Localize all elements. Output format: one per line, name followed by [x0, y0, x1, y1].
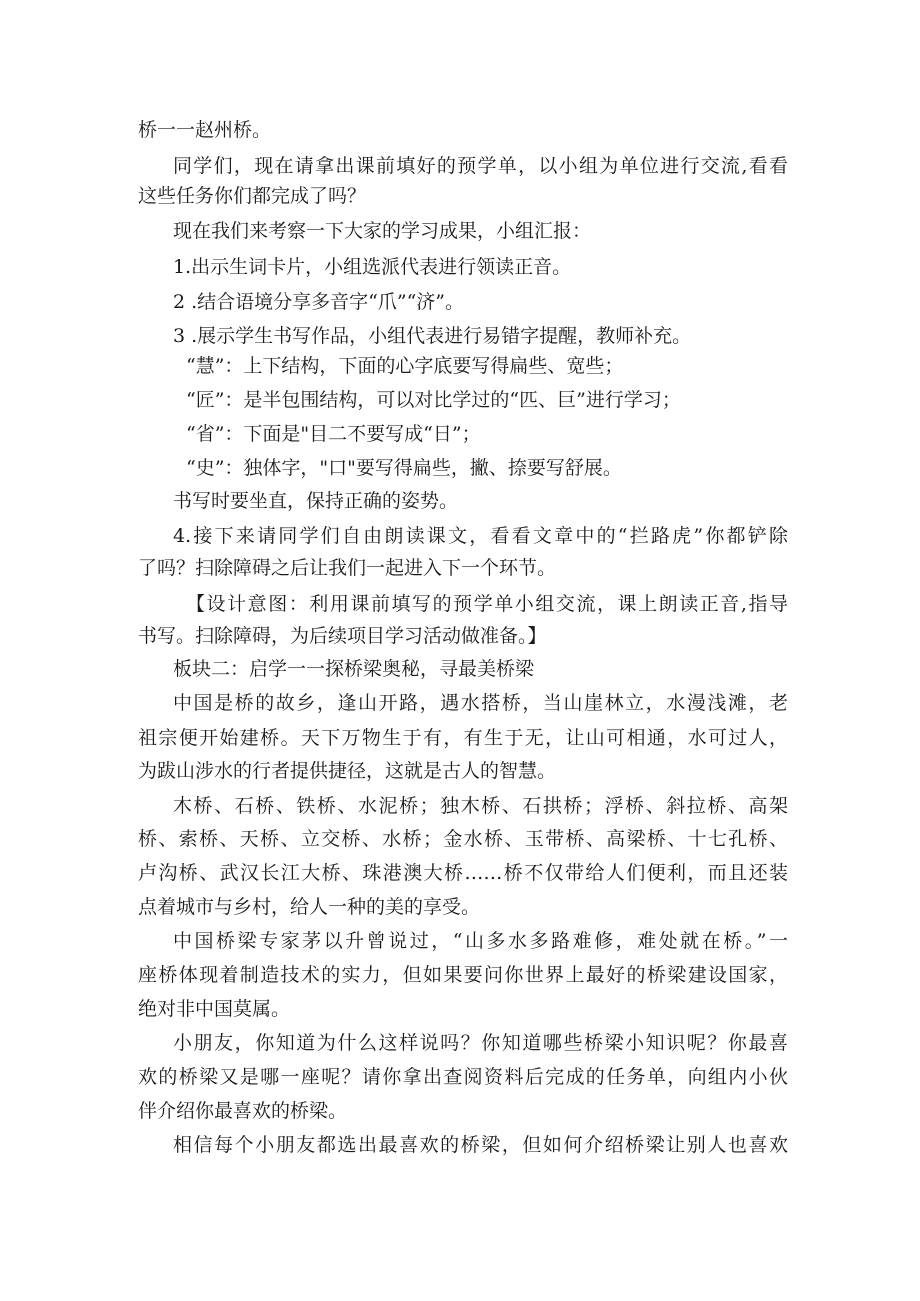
text-line: “慧”：上下结构，下面的心字底要写得扁些、宽些；: [186, 355, 624, 377]
text-line: 【设计意图：利用课前填写的预学单小组交流，课上朗读正音,指导: [186, 593, 788, 615]
text-line: 现在我们来考察一下大家的学习成果，小组汇报：: [173, 220, 592, 242]
text-line: 木桥、石桥、铁桥、水泥桥；独木桥、石拱桥；浮桥、斜拉桥、高架: [173, 795, 788, 817]
text-line: 桥、索桥、天桥、立交桥、水桥；金水桥、玉带桥、高梁桥、十七孔桥、: [138, 828, 788, 850]
text-line: 点着城市与乡村，给人一种的美的享受。: [138, 896, 481, 918]
text-line: 书写。扫除障碍，为后续项目学习活动做准备。】: [138, 625, 547, 647]
text-line: 了吗？扫除障碍之后让我们一起进入下一个环节。: [138, 557, 557, 579]
text-line: 伴介绍你最喜欢的桥梁。: [138, 1100, 348, 1122]
text-line: 1.出示生词卡片，小组选派代表进行领读正音。: [173, 256, 572, 278]
text-line: “匠”：是半包围结构，可以对比学过的“匹、巨”进行学习；: [186, 389, 681, 411]
text-line: 桥一一赵州桥。: [138, 119, 272, 141]
text-line: 3 .展示学生书写作品，小组代表进行易错字提醒，教师补充。: [173, 325, 692, 347]
text-line: 祖宗便开始建桥。天下万物生于有，有生于无，让山可相通，水可过人，: [138, 727, 788, 749]
text-line: 中国桥梁专家茅以升曾说过，“山多水多路难修，难处就在桥。”一: [173, 930, 788, 952]
text-line: 小朋友，你知道为什么这样说吗？你知道哪些桥梁小知识呢？你最喜: [173, 1032, 788, 1054]
text-line: 为跋山涉水的行者提供捷径，这就是古人的智慧。: [138, 760, 557, 782]
text-line: 中国是桥的故乡，逢山开路，遇水搭桥，当山崖林立，水漫浅滩，老: [173, 692, 788, 714]
text-line: “省”：下面是"目二不要写成“日”；: [186, 423, 481, 445]
text-line: 座桥体现着制造技术的实力，但如果要问你世界上最好的桥梁建设国家，: [138, 964, 788, 986]
text-line: 同学们，现在请拿出课前填好的预学单，以小组为单位进行交流,看看: [173, 155, 788, 177]
text-line: 2 .结合语境分享多音字“爪”“济”。: [173, 291, 465, 313]
text-line: 卢沟桥、武汉长江大桥、珠港澳大桥……桥不仅带给人们便利，而且还装: [138, 862, 788, 884]
text-line: 4.接下来请同学们自由朗读课文，看看文章中的“拦路虎”你都铲除: [173, 525, 788, 547]
text-line: “史”：独体字，"口"要写得扁些，撇、捺要写舒展。: [186, 457, 622, 479]
text-line: 相信每个小朋友都选出最喜欢的桥梁，但如何介绍桥梁让别人也喜欢: [173, 1134, 788, 1156]
text-line: 书写时要坐直，保持正确的姿势。: [173, 490, 459, 512]
text-line: 这些任务你们都完成了吗？: [138, 185, 367, 207]
text-line: 欢的桥梁又是哪一座呢？请你拿出查阅资料后完成的任务单，向组内小伙: [138, 1066, 788, 1088]
text-line: 绝对非中国莫属。: [138, 998, 291, 1020]
section-heading: 板块二：启学一一探桥梁奥秘，寻最美桥梁: [173, 658, 535, 680]
